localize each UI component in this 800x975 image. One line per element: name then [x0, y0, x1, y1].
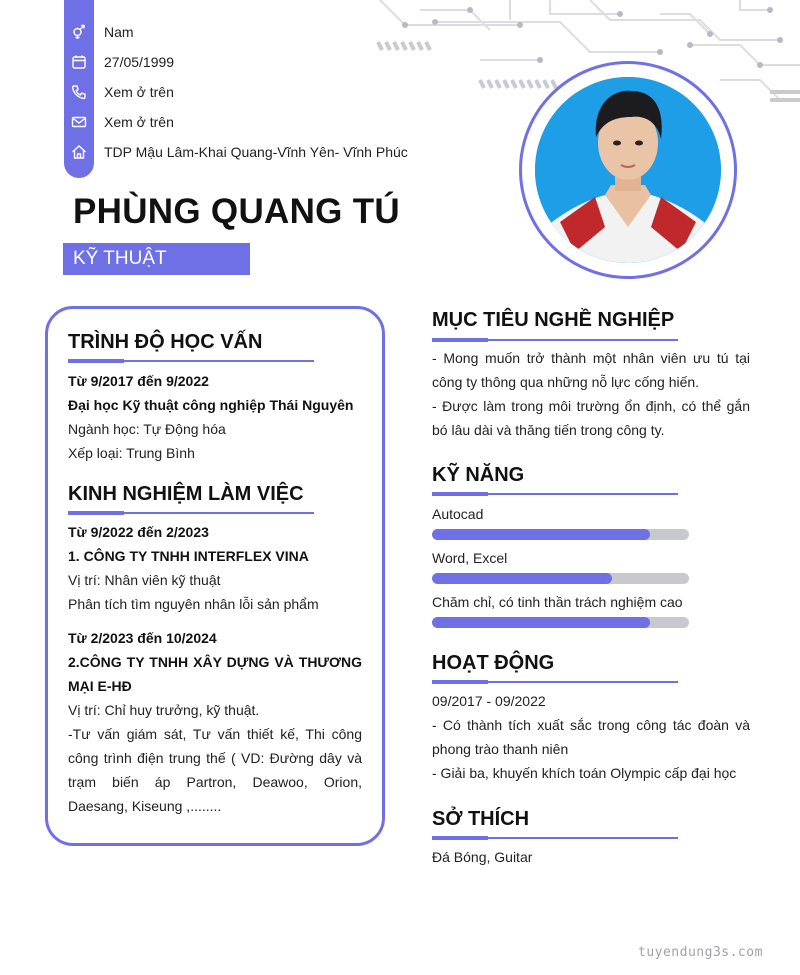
contact-phone — [64, 77, 174, 107]
skill-2-name: Word, Excel — [432, 550, 508, 566]
skill-3-fill — [432, 617, 650, 628]
watermark: tuyendung3s.com — [638, 945, 763, 960]
role-badge — [63, 243, 250, 275]
hobbies-underline — [432, 837, 678, 839]
job-2-period: Từ 2/2023 đến 10/2024 — [68, 630, 217, 646]
role-text: KỸ THUẬT — [73, 248, 167, 269]
calendar-icon — [64, 54, 94, 70]
activities-title: HOẠT ĐỘNG — [432, 652, 555, 674]
email-text: Xem ở trên — [104, 114, 174, 130]
objective-text-2: - Được làm trong môi trường ổn định, có thể gắn bó lâu dài và thăng tiến trong công ty. — [432, 398, 750, 438]
skill-2-fill — [432, 573, 612, 584]
education-underline — [68, 360, 314, 362]
birthday-text: 27/05/1999 — [104, 54, 175, 70]
phone-icon — [64, 84, 94, 100]
skill-1-bar — [432, 529, 689, 540]
education-school: Đại học Kỹ thuật công nghiệp Thái Nguyên — [68, 397, 354, 413]
gender-text: Nam — [104, 24, 134, 40]
skill-1-fill — [432, 529, 650, 540]
job-1-desc: Phân tích tìm nguyên nhân lỗi sản phẩm — [68, 596, 319, 612]
skills-underline — [432, 493, 678, 495]
hobbies-text: Đá Bóng, Guitar — [432, 849, 533, 865]
job-2-company: 2.CÔNG TY TNHH XÂY DỰNG VÀ THƯƠNG MẠI E-HĐ — [68, 654, 362, 694]
experience-title: KINH NGHIỆM LÀM VIỆC — [68, 483, 304, 505]
contact-gender — [64, 17, 134, 47]
education-major: Ngành học: Tự Động hóa — [68, 421, 226, 437]
activities-underline — [432, 681, 678, 683]
mail-icon — [64, 114, 94, 130]
skill-3-bar — [432, 617, 689, 628]
job-1-period: Từ 9/2022 đến 2/2023 — [68, 524, 209, 540]
skills-title: KỸ NĂNG — [432, 464, 525, 486]
job-1-company: 1. CÔNG TY TNHH INTERFLEX VINA — [68, 548, 309, 564]
activities-period: 09/2017 - 09/2022 — [432, 693, 546, 709]
skill-2-bar — [432, 573, 689, 584]
profile-photo-frame — [519, 61, 737, 279]
contact-birthday — [64, 47, 174, 77]
job-2-position: Vị trí: Chỉ huy trưởng, kỹ thuật. — [68, 702, 260, 718]
hobbies-title: SỞ THÍCH — [432, 808, 530, 830]
activities-text-1: - Có thành tích xuất sắc trong công tác đoàn và phong trào thanh niên — [432, 717, 750, 757]
job-1-position: Vị trí: Nhân viên kỹ thuật — [68, 572, 221, 588]
contact-address — [64, 137, 408, 167]
gender-icon — [64, 24, 94, 40]
objective-text-1: - Mong muốn trở thành một nhân viên ưu tú tại công ty thông qua những nỗ lực cống hiến. — [432, 350, 750, 390]
phone-text: Xem ở trên — [104, 84, 174, 100]
education-title: TRÌNH ĐỘ HỌC VẤN — [68, 331, 263, 353]
skill-3-name: Chăm chỉ, có tinh thần trách nghiệm cao — [432, 594, 683, 610]
contact-email — [64, 107, 174, 137]
profile-photo — [535, 77, 721, 263]
job-2-desc: -Tư vấn giám sát, Tư vấn thiết kế, Thi công công trình điện trung thế ( VD: Đường dây và trạm biến áp Partron, Deawoo, Orion, Daesang, Kiseung ,........ — [68, 726, 362, 814]
activities-text-2: - Giải ba, khuyến khích toán Olympic cấp đại học — [432, 765, 737, 781]
objective-title: MỤC TIÊU NGHỀ NGHIỆP — [432, 309, 675, 331]
skill-1-name: Autocad — [432, 506, 484, 522]
objective-underline — [432, 339, 678, 341]
home-icon — [64, 144, 94, 160]
education-period: Từ 9/2017 đến 9/2022 — [68, 373, 209, 389]
address-text: TDP Mậu Lâm-Khai Quang-Vĩnh Yên- Vĩnh Phúc — [104, 144, 408, 160]
candidate-name: PHÙNG QUANG TÚ — [73, 192, 400, 231]
education-grade: Xếp loại: Trung Bình — [68, 445, 195, 461]
experience-underline — [68, 512, 314, 514]
